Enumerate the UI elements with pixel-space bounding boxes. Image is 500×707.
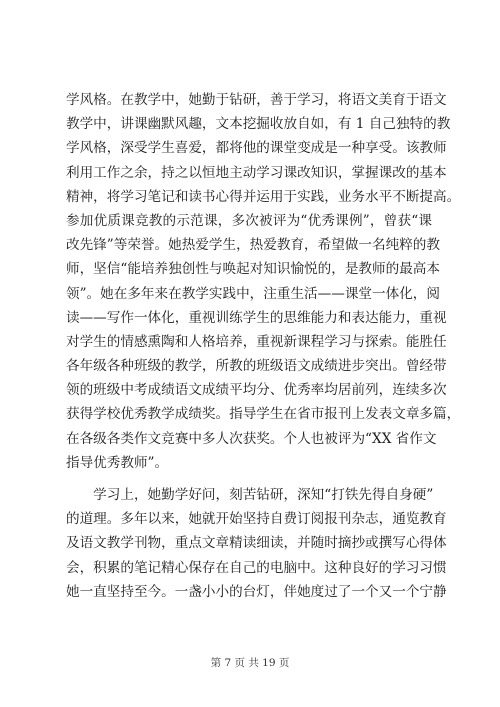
text-line: 教学中，讲课幽默风趣，文本挖掘收放自如，有 1 自己独特的教 (66, 116, 451, 133)
text-line: 对学生的情感熏陶和人格培养，重视新课程学习与探索。能胜任 (66, 333, 447, 350)
text-line: 改先锋”等荣誉。她热爱学生，热爱教育，希望做一名纯粹的教 (66, 237, 440, 254)
text-line: 会，积累的笔记精心保存在自己的电脑中。这种良好的学习习惯 (66, 559, 447, 576)
text-line: 学习上，她勤学好问，刻苦钻研，深知“打铁先得自身硬” (66, 487, 434, 503)
text-line: 在各级各类作文竞赛中多人次获奖。个人也被评为“XX 省作文 (66, 430, 437, 447)
text-line: 精神，将学习笔记和读书心得并运用于实践，业务水平不断提高。 (66, 188, 461, 205)
text-line: 利用工作之余，持之以恒地主动学习课改知识，掌握课改的基本 (66, 164, 447, 181)
page-footer: 第 7 页 共 19 页 (210, 657, 290, 669)
text-line: 读——写作一体化，重视训练学生的思维能力和表达能力，重视 (66, 309, 447, 326)
text-line: 获得学校优秀教学成绩奖。指导学生在省市报刊上发表文章多篇， (66, 406, 461, 423)
text-line: 指导优秀教师”。 (66, 454, 169, 471)
paragraph-2 (66, 483, 447, 604)
text-line: 领”。她在多年来在教学实践中，注重生活——课堂一体化，阅 (66, 285, 440, 302)
text-line: 师，坚信“能培养独创性与唤起对知识愉悦的，是教师的最高本 (66, 261, 440, 278)
text-line: 的道理。多年以来，她就开始坚持自费订阅报刊杂志，通览教育 (66, 511, 447, 528)
text-line: 参加优质课竞教的示范课，多次被评为“优秀课例”，曾获“课 (66, 212, 432, 229)
paragraph-1 (66, 88, 461, 475)
document-body (66, 88, 461, 604)
text-line: 学风格，深受学生喜爱，都将他的课堂变成是一种享受。该教师 (66, 140, 447, 157)
text-line: 她一直坚持至今。一盏小小的台灯，伴她度过了一个又一个宁静 (66, 583, 447, 600)
text-line: 及语文教学刊物，重点文章精读细读，并随时摘抄或撰写心得体 (66, 535, 447, 552)
text-line: 领的班级中考成绩语文成绩平均分、优秀率均居前列，连续多次 (66, 382, 447, 399)
text-line: 学风格。在教学中，她勤于钻研，善于学习，将语文美育于语文 (66, 92, 447, 108)
text-line: 各年级各种班级的教学，所教的班级语文成绩进步突出。曾经带 (66, 358, 447, 375)
paragraph-gap (66, 475, 432, 483)
